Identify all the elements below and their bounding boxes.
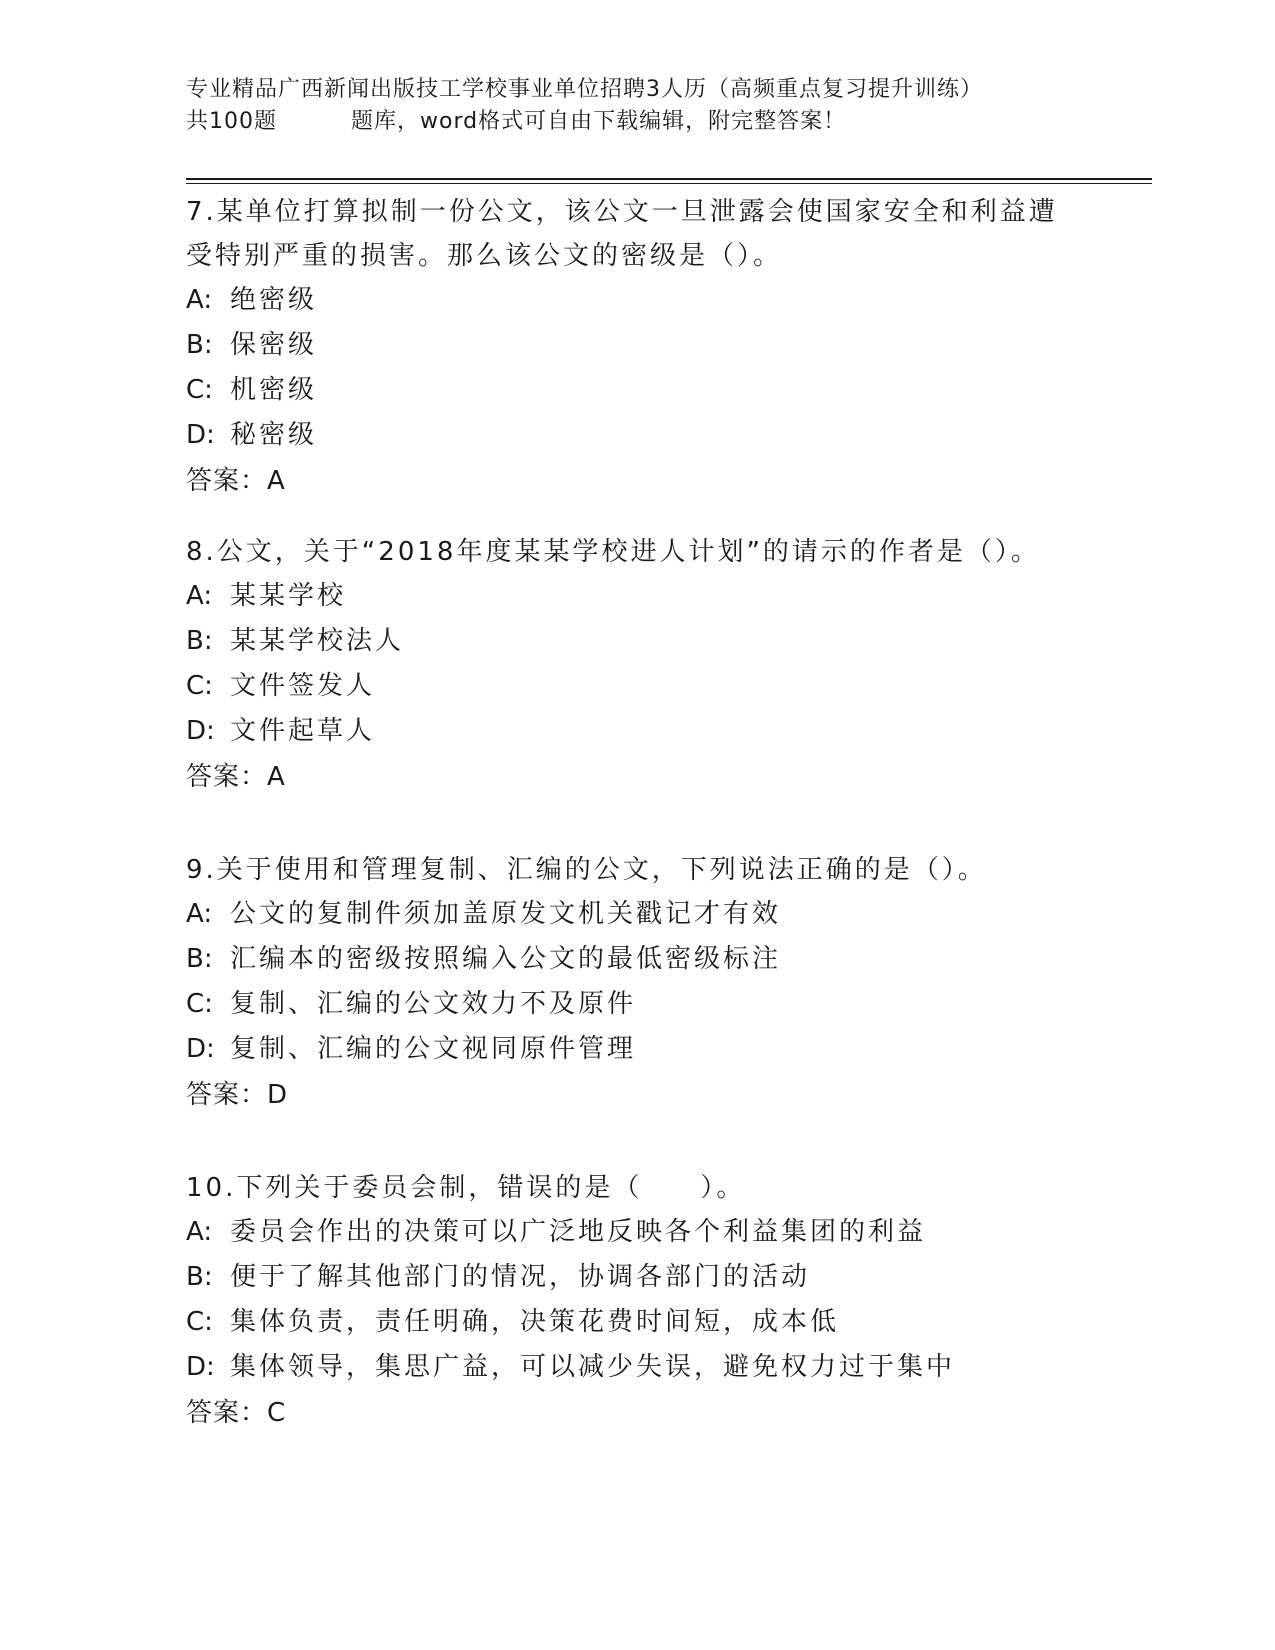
option-key: D:	[186, 1352, 215, 1382]
option-b	[186, 323, 1058, 368]
option-key: A:	[186, 581, 213, 611]
question-10	[186, 1166, 955, 1436]
option-d	[186, 1027, 987, 1072]
option-text: 秘密级	[230, 420, 318, 450]
option-d	[186, 709, 1040, 754]
answer-line: 答案：C	[186, 1398, 287, 1428]
option-a	[186, 278, 1058, 323]
option-key: B:	[186, 330, 213, 360]
option-d	[186, 413, 1058, 458]
option-text: 便于了解其他部门的情况，协调各部门的活动	[230, 1262, 811, 1292]
option-key: B:	[186, 1262, 213, 1292]
option-text: 某某学校法人	[230, 626, 405, 656]
option-text: 机密级	[230, 375, 318, 405]
option-b	[186, 619, 1040, 664]
document-header	[186, 74, 1086, 138]
option-key: B:	[186, 944, 213, 974]
option-key: C:	[186, 1307, 213, 1337]
option-text: 委员会作出的决策可以广泛地反映各个利益集团的利益	[230, 1217, 927, 1247]
header-divider-thick	[186, 178, 1152, 180]
option-c	[186, 1300, 955, 1345]
option-text: 文件签发人	[230, 671, 376, 701]
option-key: C:	[186, 671, 213, 701]
option-text: 复制、汇编的公文视同原件管理	[230, 1034, 637, 1064]
option-d	[186, 1345, 955, 1390]
option-text: 复制、汇编的公文效力不及原件	[230, 989, 637, 1019]
option-text: 集体负责，责任明确，决策花费时间短，成本低	[230, 1307, 840, 1337]
header-title-line: 专业精品广西新闻出版技工学校事业单位招聘3人历（高频重点复习提升训练）	[186, 77, 983, 102]
option-text: 公文的复制件须加盖原发文机关戳记才有效	[230, 899, 782, 929]
header-question-count: 共100题	[186, 109, 277, 134]
question-stem: 8.公文，关于“2018年度某某学校进人计划”的请示的作者是（）。	[186, 537, 1040, 567]
question-stem-continued: 受特别严重的损害。那么该公文的密级是（）。	[186, 241, 783, 271]
question-9	[186, 848, 987, 1118]
option-c	[186, 664, 1040, 709]
option-text: 集体领导，集思广益，可以减少失误，避免权力过于集中	[230, 1352, 956, 1382]
option-b	[186, 1255, 955, 1300]
option-key: C:	[186, 989, 213, 1019]
option-key: C:	[186, 375, 213, 405]
option-key: A:	[186, 899, 213, 929]
option-key: D:	[186, 420, 215, 450]
header-divider-thin	[186, 183, 1152, 184]
answer-line: 答案：A	[186, 466, 286, 496]
option-b	[186, 937, 987, 982]
option-key: D:	[186, 716, 215, 746]
question-stem: 10.下列关于委员会制，错误的是（ ）。	[186, 1173, 746, 1203]
option-text: 绝密级	[230, 285, 318, 315]
answer-line: 答案：D	[186, 1080, 289, 1110]
option-key: A:	[186, 1217, 213, 1247]
option-c	[186, 982, 987, 1027]
option-key: A:	[186, 285, 213, 315]
option-c	[186, 368, 1058, 413]
question-stem: 7.某单位打算拟制一份公文，该公文一旦泄露会使国家安全和利益遭	[186, 197, 1058, 227]
option-text: 汇编本的密级按照编入公文的最低密级标注	[230, 944, 782, 974]
option-a	[186, 574, 1040, 619]
option-key: D:	[186, 1034, 215, 1064]
option-text: 保密级	[230, 330, 318, 360]
option-text: 某某学校	[230, 581, 347, 611]
option-text: 文件起草人	[230, 716, 376, 746]
answer-line: 答案：A	[186, 762, 286, 792]
question-8	[186, 530, 1040, 800]
header-subtitle-line	[186, 106, 1086, 138]
option-a	[186, 892, 987, 937]
option-key: B:	[186, 626, 213, 656]
question-stem: 9.关于使用和管理复制、汇编的公文，下列说法正确的是（）。	[186, 855, 987, 885]
header-format-note: 题库，word格式可自由下载编辑，附完整答案！	[351, 109, 847, 134]
option-a	[186, 1210, 955, 1255]
question-7	[186, 190, 1058, 504]
